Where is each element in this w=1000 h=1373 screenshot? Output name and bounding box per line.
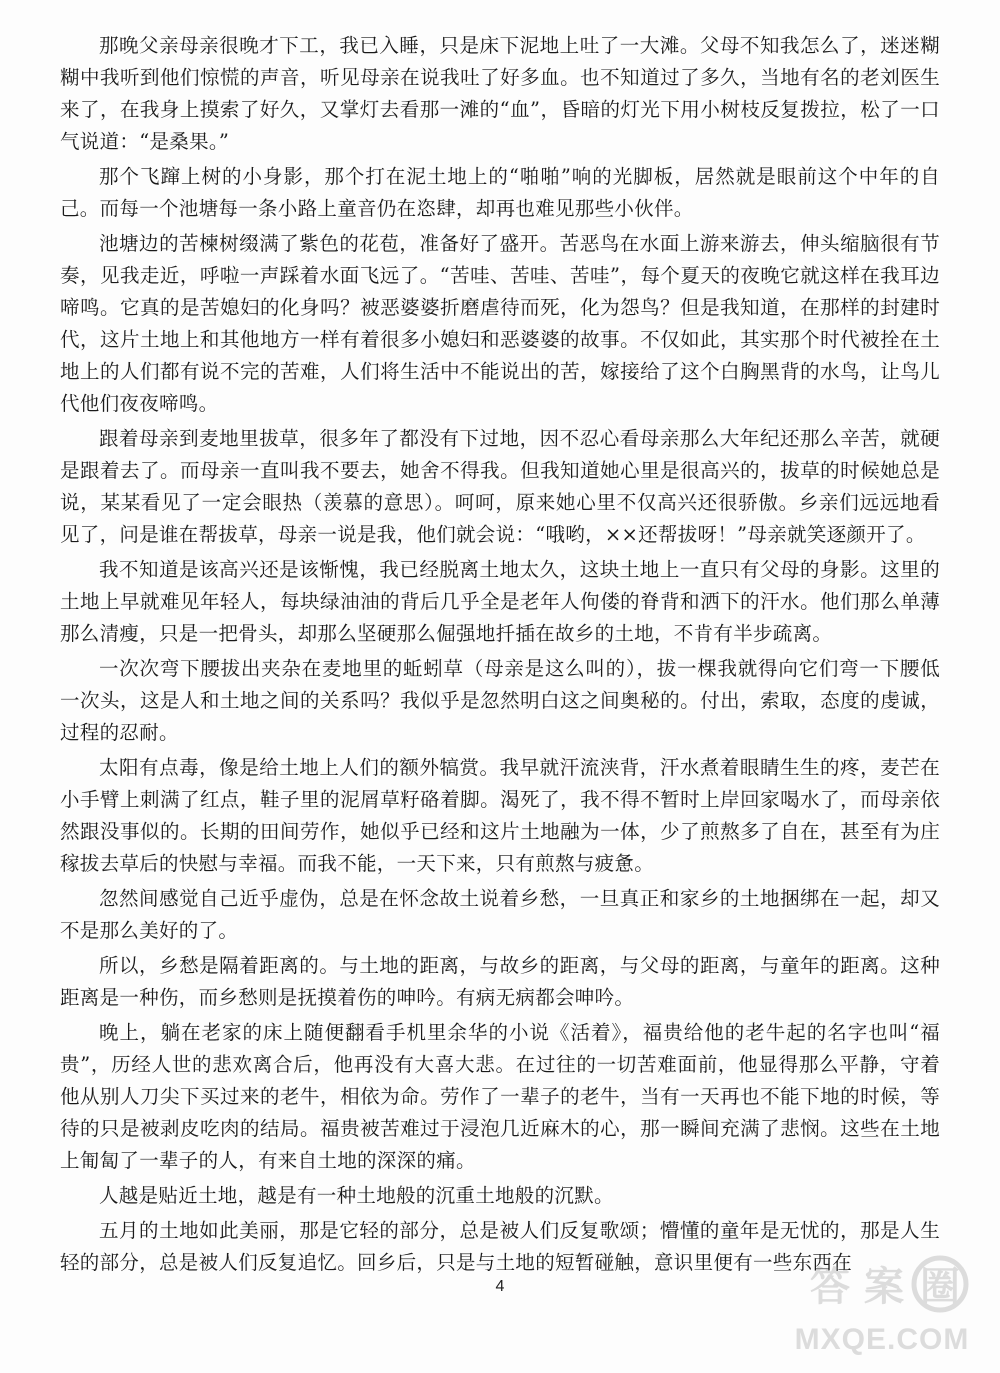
watermark-url: MXQE.COM <box>794 1323 970 1356</box>
article-body <box>60 30 940 1282</box>
paragraph-9: 所以，乡愁是隔着距离的。与土地的距离，与故乡的距离，与父母的距离，与童年的距离。这种距离是一种伤，而乡愁则是抚摸着伤的呻吟。有病无病都会呻吟。 <box>60 954 940 1009</box>
paragraph-2: 那个飞蹿上树的小身影，那个打在泥土地上的“啪啪”响的光脚板，居然就是眼前这个中年的自己。而每一个池塘每一条小路上童音仍在恣肆，却再也难见那些小伙伴。 <box>60 165 940 220</box>
paragraph-7: 太阳有点毒，像是给土地上人们的额外犒赏。我早就汗流浃背，汗水煮着眼睛生生的疼，麦芒在小手臂上刺满了红点，鞋子里的泥屑草籽硌着脚。渴死了，我不得不暂时上岸回家喝水了，而母亲依然跟没事似的。长期的田间劳作，她似乎已经和这片土地融为一体，少了煎熬多了自在，甚至有为庄稼拔去草后的快慰与幸福。而我不能，一天下来，只有煎熬与疲惫。 <box>60 756 940 875</box>
paragraph-12: 五月的土地如此美丽，那是它轻的部分，总是被人们反复歌颂；懵懂的童年是无忧的，那是人生轻的部分，总是被人们反复追忆。回乡后，只是与土地的短暂碰触，意识里便有一些东西在 <box>60 1219 940 1274</box>
watermark-logo-char-3: 圈 <box>920 1264 960 1310</box>
watermark-logo-char-2: 案 <box>864 1264 904 1310</box>
paragraph-4: 跟着母亲到麦地里拔草，很多年了都没有下过地，因不忍心看母亲那么大年纪还那么辛苦，就硬是跟着去了。而母亲一直叫我不要去，她舍不得我。但我知道她心里是很高兴的，拔草的时候她总是说，某某看见了一定会眼热（羡慕的意思）。呵呵，原来她心里不仅高兴还很骄傲。乡亲们远远地看见了，问是谁在帮拔草，母亲一说是我，他们就会说：“哦哟，××还帮拔呀！”母亲就笑逐颜开了。 <box>60 427 940 546</box>
paragraph-10: 晚上，躺在老家的床上随便翻看手机里余华的小说《活着》，福贵给他的老牛起的名字也叫“福贵”，历经人世的悲欢离合后，他再没有大喜大悲。在过往的一切苦难面前，他显得那么平静，守着他从别人刀尖下买过来的老牛，相依为命。劳作了一辈子的老牛，当有一天再也不能下地的时候，等待的只是被剥皮吃肉的结局。福贵被苦难过于浸泡几近麻木的心，那一瞬间充满了悲悯。这些在土地上匍匐了一辈子的人，有来自土地的深深的痛。 <box>60 1021 940 1172</box>
paragraph-5: 我不知道是该高兴还是该惭愧，我已经脱离土地太久，这块土地上一直只有父母的身影。这里的土地上早就难见年轻人，每块绿油油的背后几乎全是老年人佝偻的脊背和洒下的汗水。他们那么单薄那么清瘦，只是一把骨头，却那么坚硬那么倔强地扦插在故乡的土地，不肯有半步疏离。 <box>60 558 940 645</box>
page-number: 4 <box>495 1278 505 1295</box>
paragraph-6: 一次次弯下腰拔出夹杂在麦地里的蚯蚓草（母亲是这么叫的），拔一棵我就得向它们弯一下腰低一次头，这是人和土地之间的关系吗？我似乎是忽然明白这之间奥秘的。付出，索取，态度的虔诚，过程的忍耐。 <box>60 657 940 744</box>
paragraph-1: 那晚父亲母亲很晚才下工，我已入睡，只是床下泥地上吐了一大滩。父母不知我怎么了，迷迷糊糊中我听到他们惊慌的声音，听见母亲在说我吐了好多血。也不知道过了多久，当地有名的老刘医生来了，在我身上摸索了好久，又掌灯去看那一滩的“血”，昏暗的灯光下用小树枝反复拨拉，松了一口气说道：“是桑果。” <box>60 34 940 153</box>
watermark <box>782 1251 982 1361</box>
watermark-logo <box>802 1255 970 1313</box>
paragraph-11: 人越是贴近土地，越是有一种土地般的沉重土地般的沉默。 <box>99 1184 614 1207</box>
paragraph-3: 池塘边的苦楝树缀满了紫色的花苞，准备好了盛开。苦恶鸟在水面上游来游去，伸头缩脑很有节奏，见我走近，呼啦一声踩着水面飞远了。“苦哇、苦哇、苦哇”，每个夏天的夜晚它就这样在我耳边啼鸣。它真的是苦媳妇的化身吗？被恶婆婆折磨虐待而死，化为怨鸟？但是我知道，在那样的封建时代，这片土地上和其他地方一样有着很多小媳妇和恶婆婆的故事。不仅如此，其实那个时代被拴在土地上的人们都有说不完的苦难，人们将生活中不能说出的苦，嫁接给了这个白胸黑背的水鸟，让鸟儿代他们夜夜啼鸣。 <box>60 232 940 415</box>
watermark-logo-char-1: 答 <box>810 1264 850 1310</box>
paragraph-8: 忽然间感觉自己近乎虚伪，总是在怀念故土说着乡愁，一旦真正和家乡的土地捆绑在一起，却又不是那么美好的了。 <box>60 887 940 942</box>
